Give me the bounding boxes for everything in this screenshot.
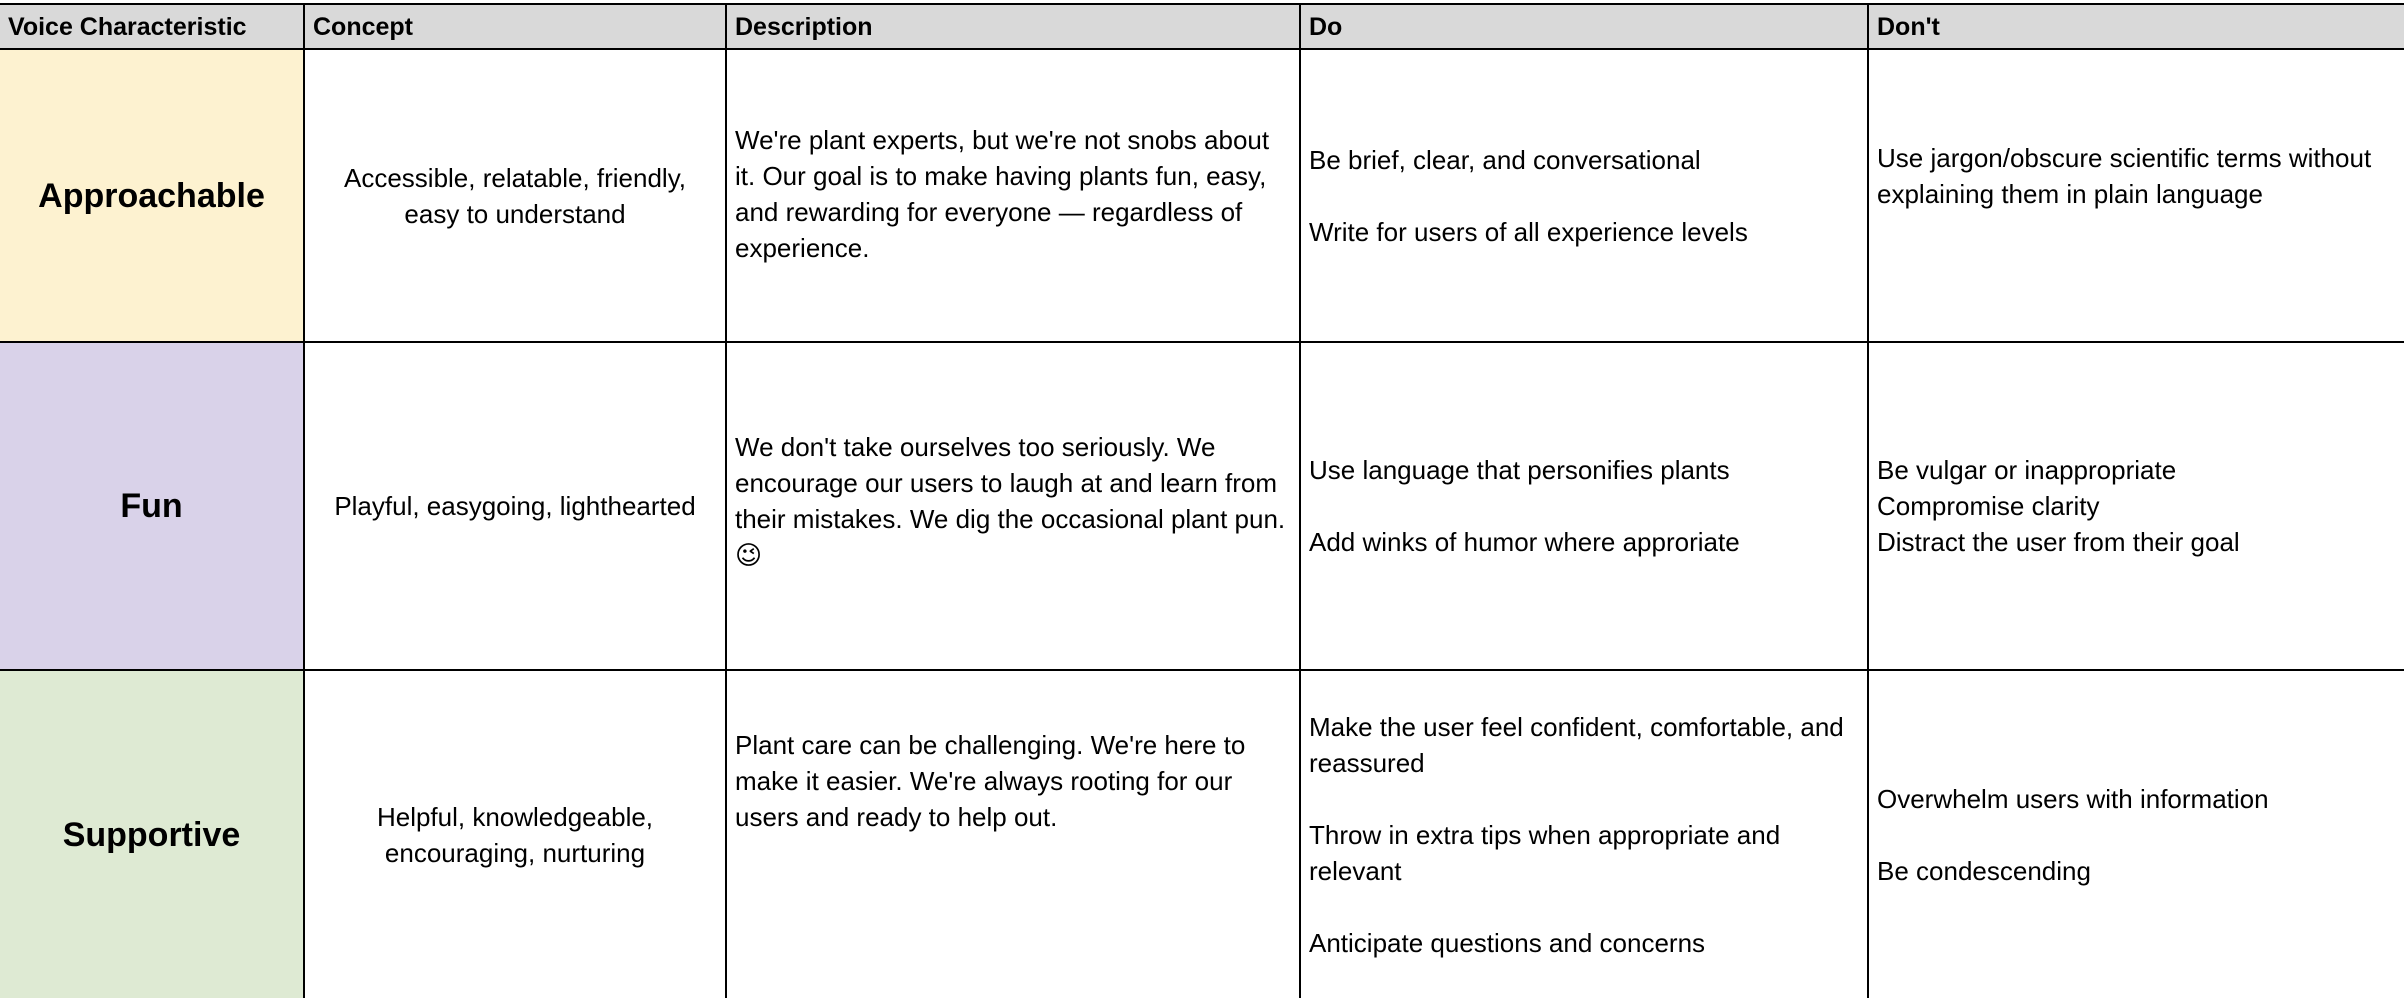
cell-do-approachable[interactable] <box>1301 50 1869 343</box>
cell-characteristic-supportive[interactable]: Supportive <box>0 671 305 998</box>
voice-table <box>0 3 2404 996</box>
dont-item: Distract the user from their goal <box>1877 527 2240 557</box>
description-text: We don't take ourselves too seriously. We encourage our users to laugh at and learn from their mistakes. We dig the occasional plant pun. 😉 <box>735 432 1286 570</box>
cell-concept-fun[interactable]: Playful, easygoing, lighthearted <box>305 343 727 671</box>
cell-dont-approachable[interactable] <box>1869 50 2404 343</box>
description-text: We're plant experts, but we're not snobs about it. Our goal is to make having plants fun, easy, and rewarding for everyone — regardless of experience. <box>735 124 1270 263</box>
do-item: Write for users of all experience levels <box>1309 216 1748 247</box>
header-voice-characteristic[interactable]: Voice Characteristic <box>0 5 305 50</box>
cell-concept-supportive[interactable]: Helpful, knowledgeable, encouraging, nurturing <box>305 671 727 998</box>
dont-item: Overwhelm users with information <box>1877 783 2269 814</box>
dont-item: Use jargon/obscure scientific terms without explaining them in plain language <box>1877 142 2372 209</box>
cell-dont-supportive[interactable] <box>1869 671 2404 998</box>
header-do[interactable]: Do <box>1301 5 1869 50</box>
dont-item: Be vulgar or inappropriate <box>1877 455 2177 485</box>
header-description[interactable]: Description <box>727 5 1301 50</box>
cell-characteristic-fun[interactable]: Fun <box>0 343 305 671</box>
do-item: Use language that personifies plants <box>1309 455 1730 485</box>
do-item: Throw in extra tips when appropriate and relevant <box>1309 820 1781 886</box>
dont-item: Be condescending <box>1877 855 2091 886</box>
cell-description-approachable[interactable] <box>727 50 1301 343</box>
do-item: Make the user feel confident, comfortable, and reassured <box>1309 712 1844 778</box>
header-concept[interactable]: Concept <box>305 5 727 50</box>
description-text: Plant care can be challenging. We're here to make it easier. We're always rooting for our users and ready to help out. <box>735 730 1246 832</box>
cell-characteristic-approachable[interactable]: Approachable <box>0 50 305 343</box>
cell-do-supportive[interactable] <box>1301 671 1869 998</box>
cell-do-fun[interactable] <box>1301 343 1869 671</box>
do-item: Anticipate questions and concerns <box>1309 928 1706 958</box>
do-item: Be brief, clear, and conversational <box>1309 144 1701 175</box>
dont-item: Compromise clarity <box>1877 491 2100 521</box>
cell-concept-approachable[interactable]: Accessible, relatable, friendly, easy to understand <box>305 50 727 343</box>
cell-dont-fun[interactable] <box>1869 343 2404 671</box>
header-dont[interactable]: Don't <box>1869 5 2404 50</box>
cell-description-supportive[interactable] <box>727 671 1301 998</box>
cell-description-fun[interactable] <box>727 343 1301 671</box>
do-item: Add winks of humor where approriate <box>1309 527 1740 557</box>
